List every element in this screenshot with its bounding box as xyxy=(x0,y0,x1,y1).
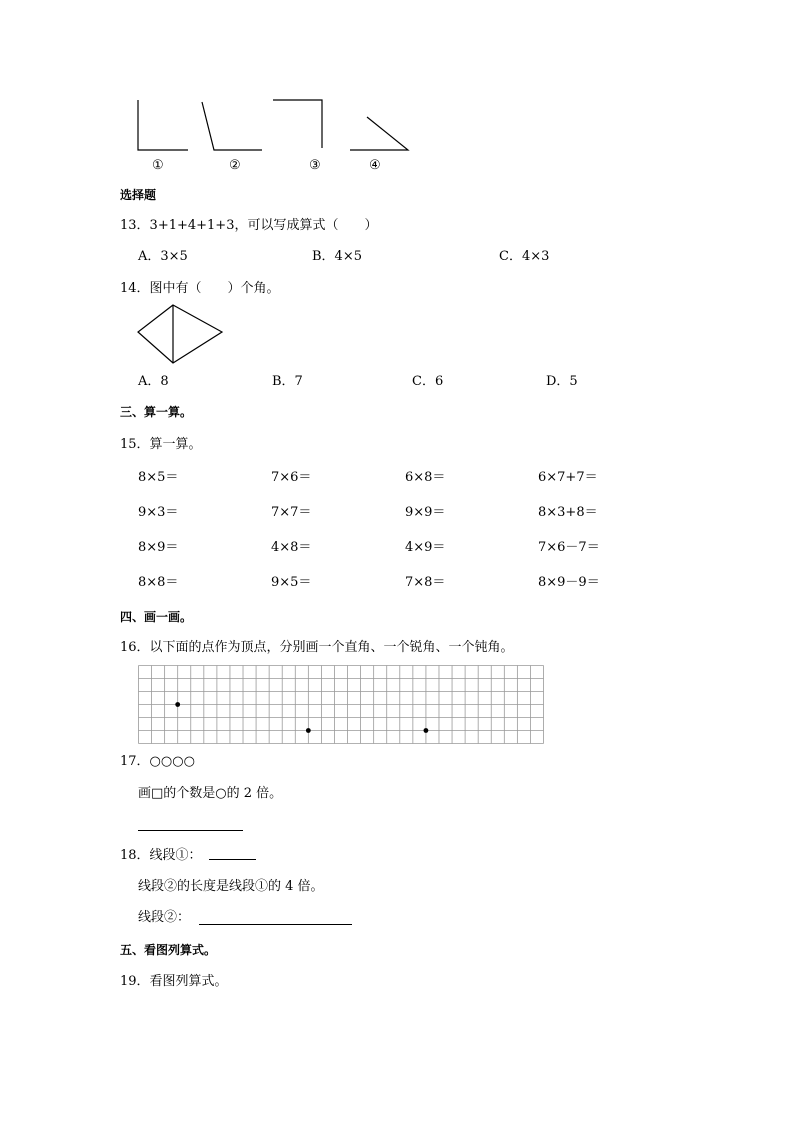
q15-item: 8×5＝ xyxy=(138,470,179,485)
q14-option-a[interactable]: A．8 xyxy=(138,374,169,389)
angle-label-2: ② xyxy=(229,158,241,173)
angle-figures xyxy=(0,0,794,160)
q15-item: 8×9＝ xyxy=(138,540,179,555)
q13-stem: 13．3+1+4+1+3，可以写成算式（ ） xyxy=(120,218,378,233)
q14-option-b[interactable]: B．7 xyxy=(272,374,303,389)
section-5-heading: 五、看图列算式。 xyxy=(120,943,217,957)
dot-grid[interactable] xyxy=(138,665,544,745)
q15-item: 4×8＝ xyxy=(271,540,312,555)
grid-dot xyxy=(424,728,429,733)
q15-item: 8×8＝ xyxy=(138,575,179,590)
q18-line1: 18．线段①： xyxy=(120,848,202,863)
q14-stem: 14．图中有（ ）个角。 xyxy=(120,281,280,296)
q15-item: 9×3＝ xyxy=(138,505,179,520)
q15-item: 6×7+7＝ xyxy=(538,470,598,485)
angle-2 xyxy=(202,102,262,150)
q14-kite-figure xyxy=(136,304,226,366)
q14-option-d[interactable]: D．5 xyxy=(546,374,578,389)
q15-item: 7×8＝ xyxy=(405,575,446,590)
q18-line3: 线段②： xyxy=(138,910,191,925)
q16-stem: 16．以下面的点作为顶点，分别画一个直角、一个锐角、一个钝角。 xyxy=(120,640,514,655)
section-4-heading: 四、画一画。 xyxy=(120,610,193,624)
segment-1-line xyxy=(209,859,256,860)
angle-1 xyxy=(138,100,188,150)
q15-item: 9×5＝ xyxy=(271,575,312,590)
segment-2-answer-line[interactable] xyxy=(199,924,352,925)
q15-item: 7×7＝ xyxy=(271,505,312,520)
section-choice-heading: 选择题 xyxy=(120,188,157,202)
q17-answer-line[interactable] xyxy=(138,830,243,831)
q15-item: 9×9＝ xyxy=(405,505,446,520)
q13-option-c[interactable]: C．4×3 xyxy=(499,249,550,264)
q17-stem: 17．○○○○ xyxy=(120,754,195,769)
q15-stem: 15．算一算。 xyxy=(120,437,202,452)
q15-item: 4×9＝ xyxy=(405,540,446,555)
q18-line2: 线段②的长度是线段①的 4 倍。 xyxy=(138,879,324,894)
angle-label-1: ① xyxy=(152,158,164,173)
q17-instruction: 画□的个数是○的 2 倍。 xyxy=(138,786,283,801)
q15-item: 8×3+8＝ xyxy=(538,505,598,520)
angle-label-4: ④ xyxy=(369,158,381,173)
grid-dot xyxy=(175,702,180,707)
section-3-heading: 三、算一算。 xyxy=(120,405,193,419)
angle-4 xyxy=(350,117,408,150)
q15-item: 6×8＝ xyxy=(405,470,446,485)
grid-dot xyxy=(306,728,311,733)
q13-option-b[interactable]: B．4×5 xyxy=(312,249,362,264)
angle-label-3: ③ xyxy=(309,158,321,173)
angle-3 xyxy=(273,100,322,148)
q15-item: 8×9－9＝ xyxy=(538,575,600,590)
q15-item: 7×6＝ xyxy=(271,470,312,485)
q14-option-c[interactable]: C．6 xyxy=(412,374,444,389)
q15-item: 7×6－7＝ xyxy=(538,540,600,555)
q13-option-a[interactable]: A．3×5 xyxy=(138,249,188,264)
q19-stem: 19．看图列算式。 xyxy=(120,974,228,989)
